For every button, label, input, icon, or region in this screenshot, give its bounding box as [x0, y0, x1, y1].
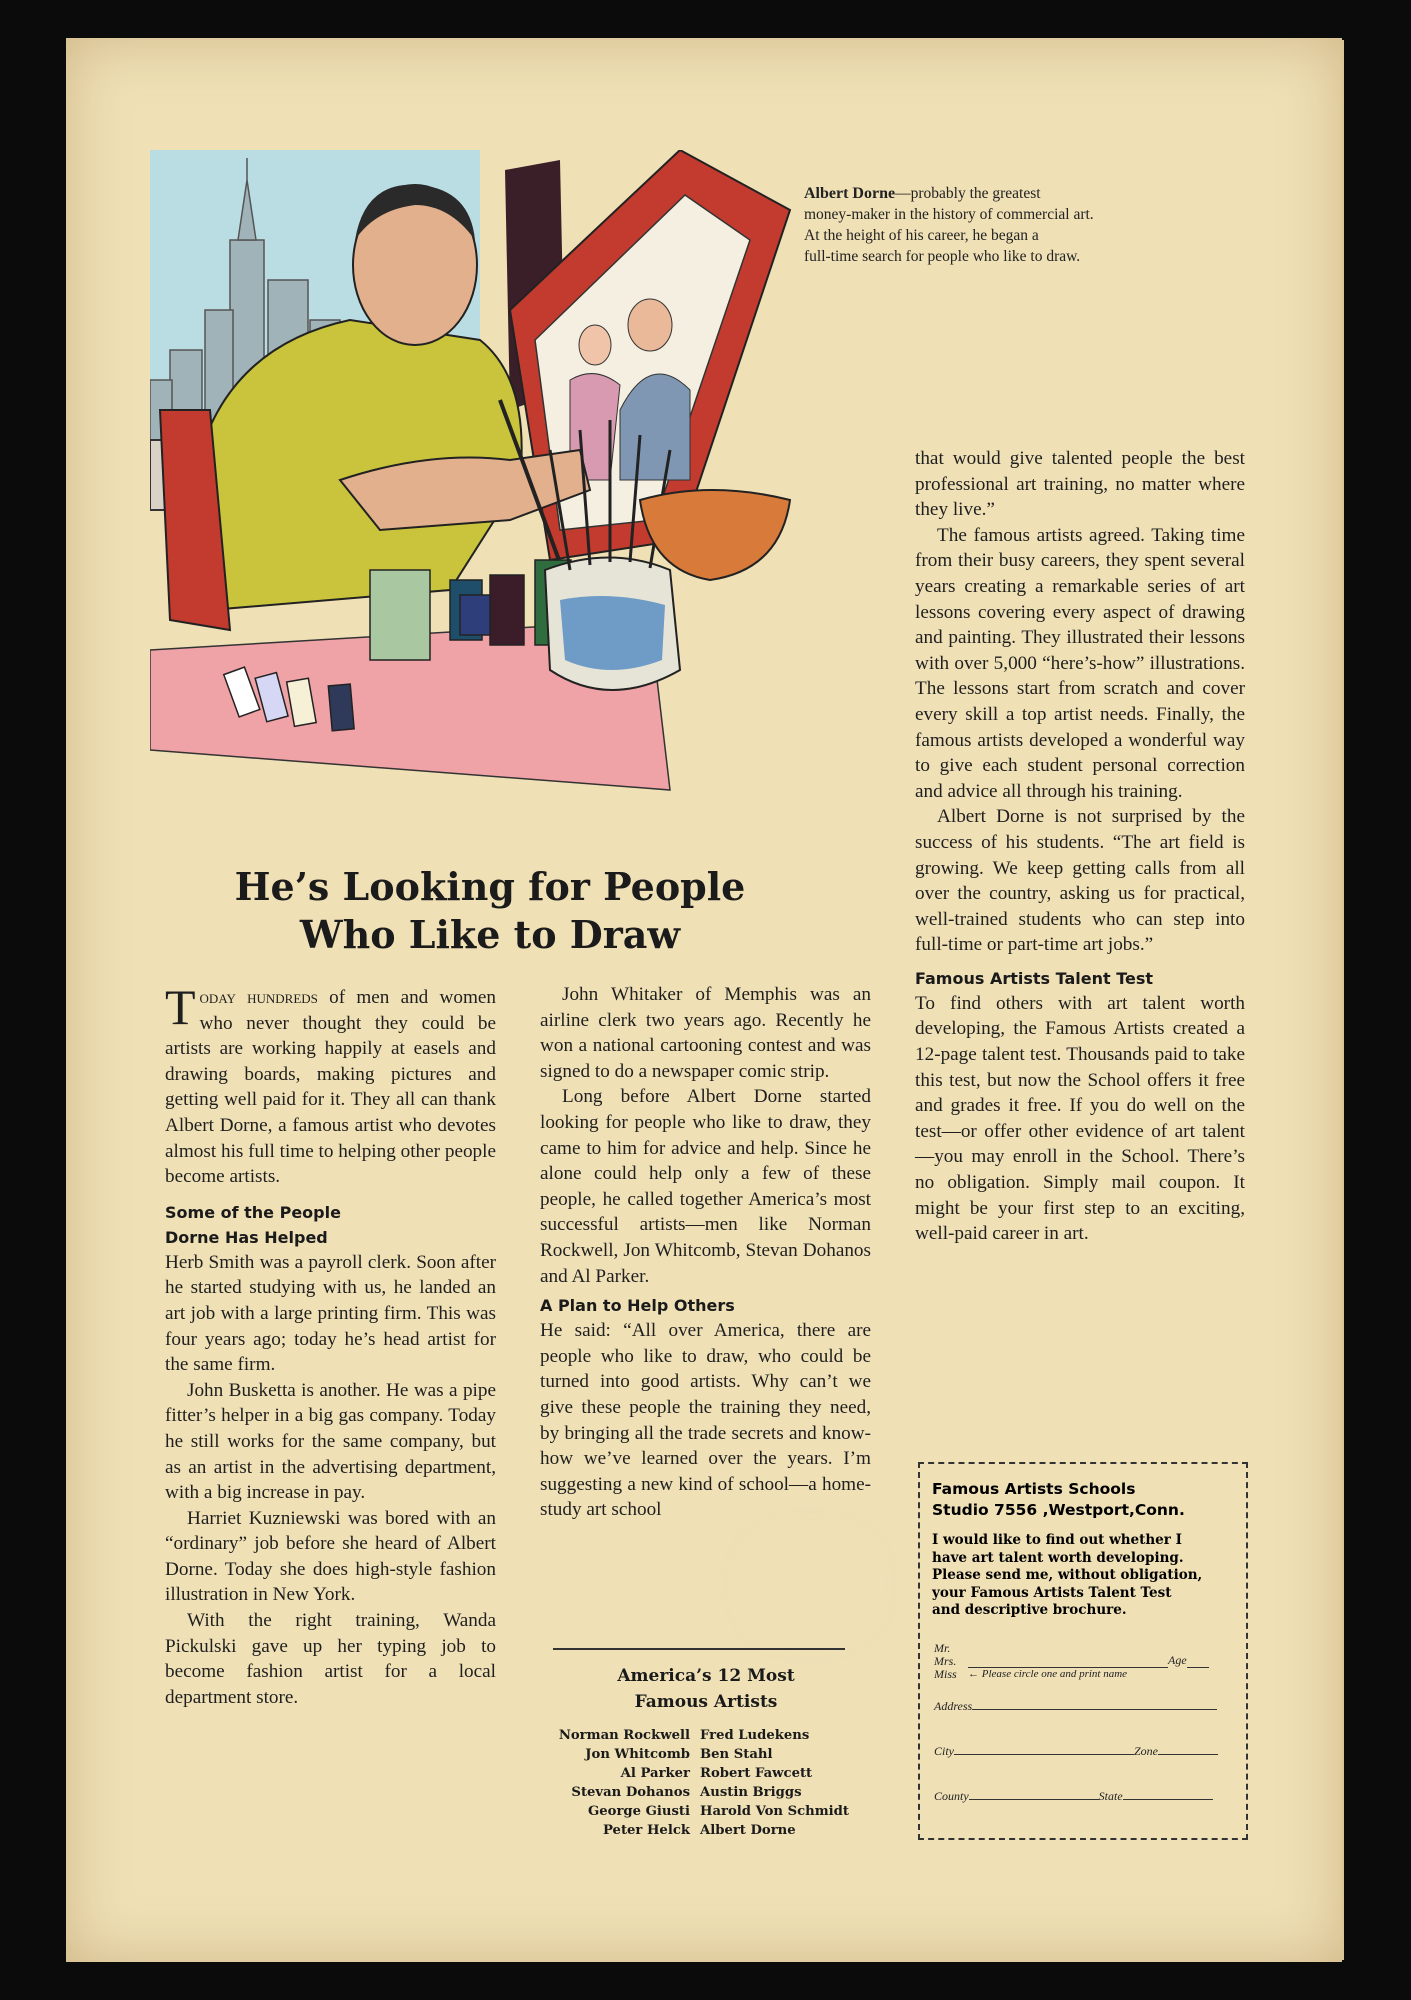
artists-title-line-2: Famous Artists — [634, 1692, 778, 1712]
artists-list — [520, 1726, 880, 1840]
col1-lead: oday hundreds — [199, 987, 318, 1008]
zone-input-line[interactable] — [1158, 1754, 1218, 1755]
mail-coupon[interactable] — [918, 1462, 1248, 1840]
artist-name: Stevan Dohanos — [571, 1785, 690, 1800]
name-hint: Please circle one and print name — [981, 1668, 1128, 1680]
artists-list-title — [556, 1663, 856, 1715]
age-input-line[interactable] — [1187, 1667, 1209, 1668]
coupon-header — [932, 1479, 1185, 1521]
divider-rule — [553, 1648, 845, 1650]
artist-row — [520, 1726, 880, 1745]
coupon-text-line: and descriptive brochure. — [932, 1602, 1127, 1618]
artist-name: Jon Whitcomb — [585, 1747, 690, 1762]
state-label: State — [1098, 1789, 1123, 1803]
col2-paragraph-1: John Whitaker of Memphis was an airline clerk two years ago. Recently he won a national cartooning contest and was signed to do a newspaper comic strip. — [540, 984, 871, 1082]
column-1 — [165, 979, 496, 1710]
coupon-header-line-2: Studio 7556 ,Westport,Conn. — [932, 1501, 1185, 1519]
coupon-header-line-1: Famous Artists Schools — [932, 1480, 1136, 1498]
artist-illustration — [150, 150, 810, 860]
artists-title-line-1: America’s 12 Most — [617, 1666, 795, 1686]
coupon-text-line: have art talent worth developing. — [932, 1549, 1184, 1566]
coupon-text-line: Please send me, without obligation, — [932, 1567, 1203, 1583]
artist-name: Austin Briggs — [700, 1785, 802, 1800]
artist-name: Ben Stahl — [700, 1747, 773, 1762]
title-option[interactable]: Mr. — [934, 1641, 951, 1655]
city-input-line[interactable] — [954, 1754, 1134, 1755]
artist-name: Robert Fawcett — [700, 1766, 813, 1781]
column-3 — [915, 446, 1245, 1247]
col3-paragraph-4: To find others with art talent worth developing, the Famous Artists created a 12-page talent test. Thousands paid to take this test, but now the School offers it free and grades it free. If you do well on the test—or offer other evidence of art talent—you may enroll in the School. There’s no obligation. Simply mail coupon. It might be your first step to an exciting, well-paid career in art. — [915, 992, 1245, 1245]
artist-name: Peter Helck — [603, 1823, 690, 1838]
col1-paragraph-1 — [165, 979, 496, 1190]
artist-name: Norman Rockwell — [558, 1728, 690, 1743]
artist-name: Fred Ludekens — [700, 1728, 810, 1743]
zone-label: Zone — [1134, 1744, 1158, 1758]
artist-row — [520, 1745, 880, 1764]
caption-line-2: money-maker in the history of commercial art. — [804, 206, 1094, 223]
worn-spot — [735, 1520, 885, 1650]
artist-name: George Giusti — [588, 1804, 690, 1819]
artist-name: Harold Von Schmidt — [700, 1804, 849, 1819]
caption-line-4: full-time search for people who like to draw. — [804, 248, 1081, 265]
col1-p1-text: of men and women who never thought they could be artists are working happily at easels and drawing boards, making pictures and getting well paid for it. They all can thank Albert Dorne, a famous artist who devotes almost his full time to helping other people become artists. — [165, 987, 496, 1188]
county-field-row[interactable] — [934, 1789, 1234, 1804]
artist-row — [520, 1802, 880, 1821]
title-option[interactable]: Miss — [934, 1667, 957, 1681]
coupon-text — [932, 1532, 1232, 1620]
title-options[interactable] — [934, 1642, 968, 1681]
col1-subhead-1: Some of the People — [165, 1202, 341, 1222]
column-2 — [540, 982, 871, 1523]
state-input-line[interactable] — [1123, 1799, 1213, 1800]
county-label: County — [934, 1789, 969, 1803]
coupon-text-line: I would like to find out whether I — [932, 1532, 1182, 1548]
title-option[interactable]: Mrs. — [934, 1654, 957, 1668]
address-field-row[interactable] — [934, 1699, 1234, 1714]
col3-paragraph-3: Albert Dorne is not surprised by the success of his students. “The art field is growing. We keep getting calls from all over the country, asking us for practical, well-trained students who can step into full-time or part-time art jobs.” — [915, 806, 1245, 956]
artist-name: Albert Dorne — [700, 1823, 796, 1838]
artist-row — [520, 1821, 880, 1840]
city-label: City — [934, 1744, 954, 1758]
coupon-text-line: your Famous Artists Talent Test — [932, 1584, 1172, 1601]
col3-paragraph-1: that would give talented people the best professional art training, no matter where they live.” — [915, 448, 1245, 521]
name-field-row[interactable]: Mr. Mrs. Miss Age ← Please circle one and print name — [934, 1642, 1234, 1681]
col3-paragraph-2: The famous artists agreed. Taking time from their busy careers, they spent several years creating a remarkable series of art lessons covering every aspect of drawing and painting. They illustrated their lessons with over 5,000 “here’s-how” illustrations. The lessons start from scratch and cover every skill a top artist needs. Finally, the famous artists developed a wonderful way to give each student personal correction and advice all through his training. — [915, 524, 1245, 802]
col1-subhead-2: Dorne Has Helped — [165, 1227, 328, 1247]
age-label: Age — [1168, 1653, 1187, 1667]
caption-line-1: —probably the greatest — [895, 185, 1041, 202]
artist-row — [520, 1783, 880, 1802]
city-field-row[interactable] — [934, 1744, 1234, 1759]
caption-line-3: At the height of his career, he began a — [804, 227, 1039, 244]
address-label: Address — [934, 1699, 973, 1713]
county-input-line[interactable] — [969, 1799, 1099, 1800]
artist-name: Al Parker — [620, 1766, 690, 1781]
col3-subhead: Famous Artists Talent Test — [915, 968, 1154, 988]
headline-line-1: He’s Looking for People — [234, 864, 746, 909]
col1-paragraph-5: With the right training, Wanda Pickulski gave up her typing job to become fashion artist for a local department store. — [165, 1610, 496, 1708]
address-input-line[interactable] — [972, 1709, 1217, 1710]
artist-row — [520, 1764, 880, 1783]
col1-paragraph-4: Harriet Kuzniewski was bored with an “ordinary” job before she heard of Albert Dorne. Today she does high-style fashion illustration in New York. — [165, 1507, 496, 1606]
dropcap: T — [165, 979, 196, 1035]
headline — [170, 863, 810, 959]
col2-paragraph-2: Long before Albert Dorne started looking for people who like to draw, they came to him for advice and help. Since he alone could help only a few of these people, he called together America’s most successful artists—men like Norman Rockwell, Jon Whitcomb, Stevan Dohanos and Al Parker. — [540, 1086, 871, 1287]
col2-paragraph-3: He said: “All over America, there are people who like to draw, who could be turned into good artists. Why can’t we give these people the training they need, by bringing all the trade secrets and know-how we’ve learned over the years. I’m suggesting a new kind of school—a home-study art school — [540, 1320, 871, 1521]
col2-subhead: A Plan to Help Others — [540, 1296, 735, 1316]
headline-line-2: Who Like to Draw — [299, 912, 681, 957]
illustration-caption — [804, 183, 1204, 267]
caption-name: Albert Dorne — [804, 185, 896, 202]
col1-paragraph-2: Herb Smith was a payroll clerk. Soon after he started studying with us, he landed an art job with a large printing firm. This was four years ago; today he’s head artist for the same firm. — [165, 1251, 496, 1376]
col1-paragraph-3: John Busketta is another. He was a pipe fitter’s helper in a big gas company. Today he still works for the same company, but as an artist in the advertising department, with a big increase in pay. — [165, 1379, 496, 1504]
